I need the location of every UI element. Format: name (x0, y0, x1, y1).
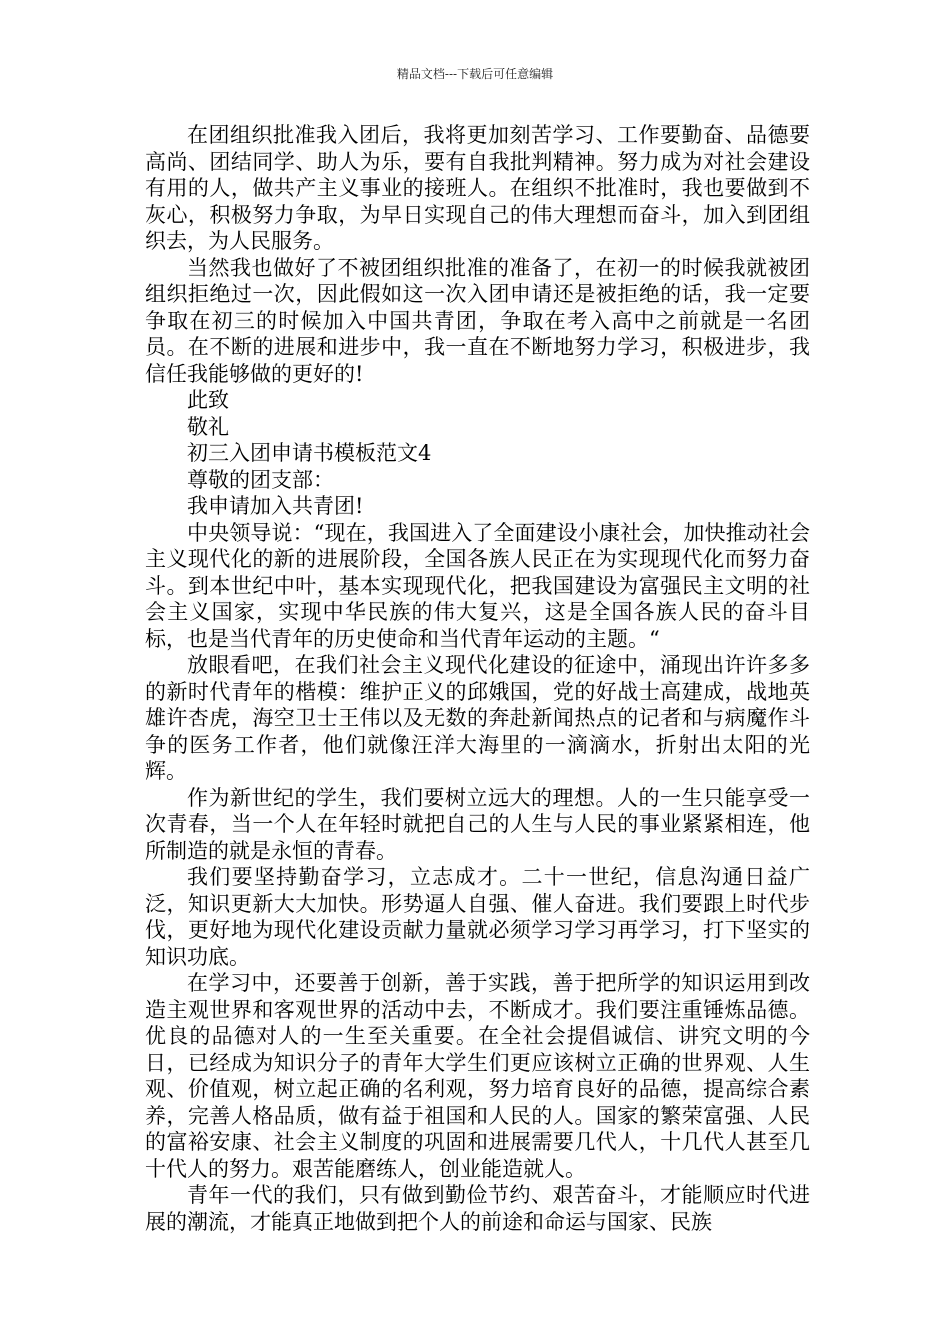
paragraph: 放眼看吧，在我们社会主义现代化建设的征途中，涌现出许许多多的新时代青年的楷模：维护正义的邱娥国，党的好战士高建成，战地英雄许杏虎，海空卫士王伟以及无数的奔赴新闻热点的记者和与病魔作斗争的医务工作者，他们就像汪洋大海里的一滴滴水，折射出太阳的光辉。 (145, 653, 810, 783)
page-header: 精品文档---下载后可任意编辑 (396, 67, 554, 81)
paragraph: 我申请加入共青团! (187, 494, 364, 518)
paragraph: 青年一代的我们，只有做到勤俭节约、艰苦奋斗，才能顺应时代进展的潮流，才能真正地做到把个人的前途和命运与国家、民族 (145, 1183, 810, 1234)
document-body (145, 122, 810, 1235)
greeting: 尊敬的团支部： (187, 467, 334, 492)
paragraph: 中央领导说：“现在，我国进入了全面建设小康社会，加快推动社会主义现代化的新的进展阶段，全国各族人民正在为实现现代化而努力奋斗。到本世纪中叶，基本实现现代化，把我国建设为富强民主文明的社会主义国家，实现中华民族的伟大复兴，这是全国各族人民的奋斗目标，也是当代青年的历史使命和当代青年运动的主题。“ (145, 520, 810, 651)
section-title: 初三入团申请书模板范文4 (187, 441, 432, 465)
paragraph: 我们要坚持勤奋学习，立志成才。二十一世纪，信息沟通日益广泛，知识更新大大加快。形势逼人自强、催人奋进。我们要跟上时代步伐，更好地为现代化建设贡献力量就必须学习学习再学习，打下坚实的知识功底。 (145, 865, 810, 969)
paragraph: 在学习中，还要善于创新，善于实践，善于把所学的知识运用到改造主观世界和客观世界的活动中去，不断成才。我们要注重锤炼品德。优良的品德对人的一生至关重要。在全社会提倡诚信、讲究文明的今日，已经成为知识分子的青年大学生们更应该树立正确的世界观、人生观、价值观，树立起正确的名利观，努力培育良好的品德，提高综合素养，完善人格品质，做有益于祖国和人民的人。国家的繁荣富强、人民的富裕安康、社会主义制度的巩固和进展需要几代人，十几代人甚至几十代人的努力。艰苦能磨练人，创业能造就人。 (145, 971, 810, 1181)
closing-regards: 敬礼 (187, 414, 229, 439)
paragraph: 当然我也做好了不被团组织批准的准备了，在初一的时候我就被团组织拒绝过一次，因此假如这一次入团申请还是被拒绝的话，我一定要争取在初三的时候加入中国共青团，争取在考入高中之前就是一名团员。在不断的进展和进步中，我一直在不断地努力学习，积极进步，我信任我能够做的更好的! (145, 255, 810, 386)
paragraph: 在团组织批准我入团后，我将更加刻苦学习、工作要勤奋、品德要高尚、团结同学、助人为乐，要有自我批判精神。努力成为对社会建设有用的人，做共产主义事业的接班人。在组织不批准时，我也要做到不灰心，积极努力争取，为早日实现自己的伟大理想而奋斗，加入到团组织去，为人民服务。 (145, 123, 810, 253)
paragraph: 作为新世纪的学生，我们要树立远大的理想。人的一生只能享受一次青春，当一个人在年轻时就把自己的人生与人民的事业紧紧相连，他所制造的就是永恒的青春。 (145, 785, 810, 863)
closing-salutation: 此致 (187, 388, 229, 412)
